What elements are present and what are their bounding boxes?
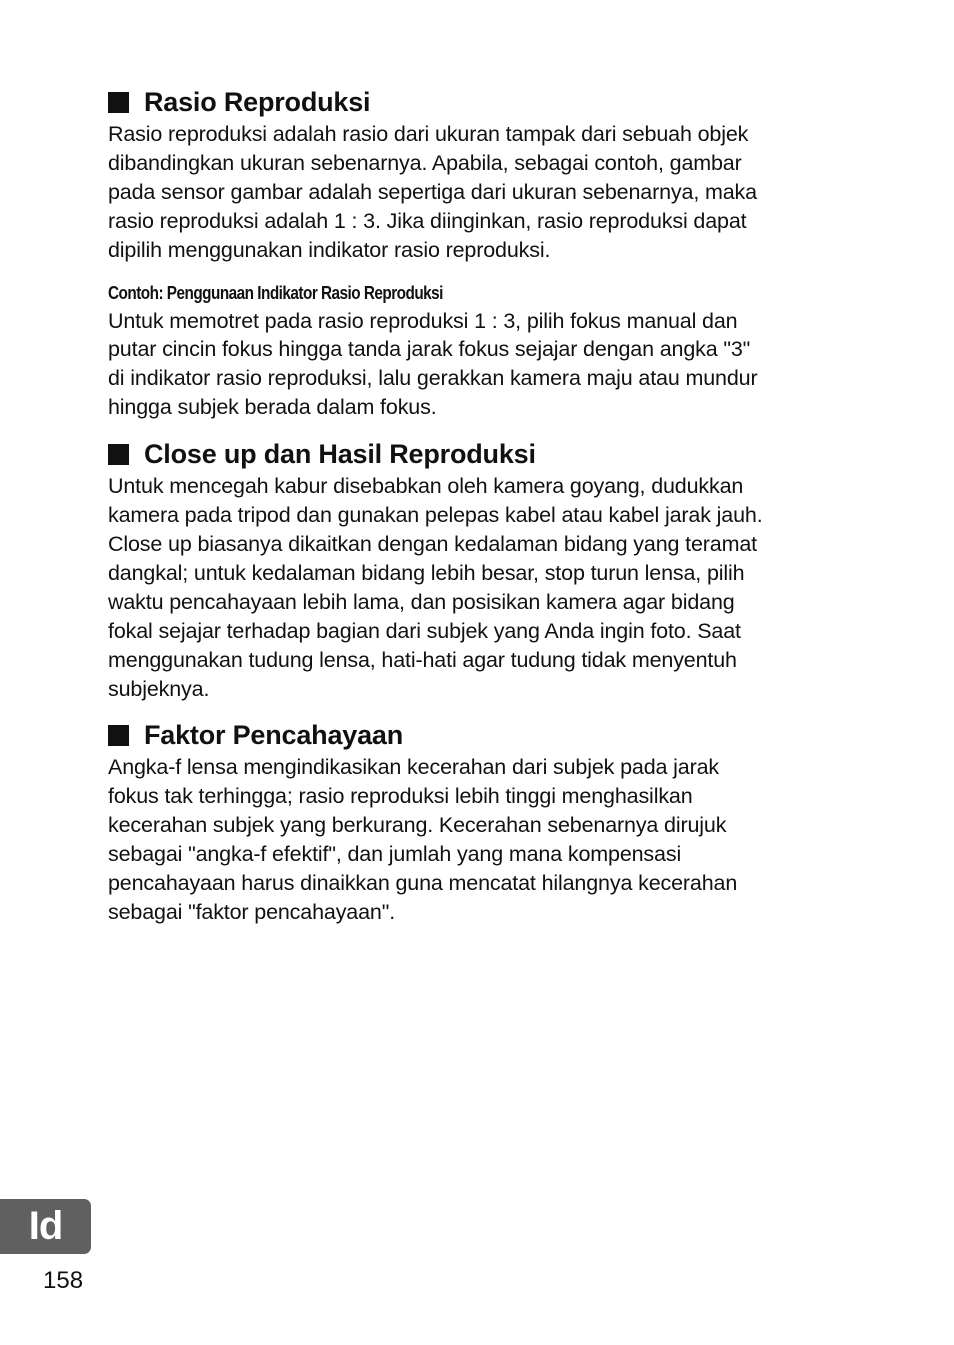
section-body: Angka-f lensa mengindikasikan kecerahan dari subjek pada jarak fokus tak terhingga; rasio reproduksi lebih tinggi menghasilkan kecerahan subjek yang berkurang. Kecerahan sebenarnya dirujuk sebagai "angka-f efektif", dan jumlah yang mana kompensasi pencahayaan harus dinaikkan guna mencatat hilangnya kecerahan sebagai "faktor pencahayaan". xyxy=(108,755,738,924)
page-content xyxy=(108,84,853,927)
square-bullet-icon xyxy=(108,444,129,465)
section-body: Untuk mencegah kabur disebabkan oleh kamera goyang, dudukkan kamera pada tripod dan gunakan pelepas kabel atau kabel jarak jauh. Close up biasanya dikaitkan dengan kedalaman bidang yang teramat dangkal; untuk kedalaman bidang lebih besar, stop turun lensa, pilih waktu pencahayaan lebih lama, dan posisikan kamera agar bidang fokal sejajar terhadap bagian dari subjek yang Anda ingin foto. Saat menggunakan tudung lensa, hati-hati agar tudung tidak menyentuh subjeknya. xyxy=(108,474,763,701)
section-heading-text: Faktor Pencahayaan xyxy=(144,720,404,751)
section-heading xyxy=(108,436,853,472)
section-heading-text: Rasio Reproduksi xyxy=(144,87,371,117)
square-bullet-icon xyxy=(108,92,129,113)
section-close-up xyxy=(108,436,853,703)
section-faktor-pencahayaan xyxy=(108,717,853,926)
section-heading-text: Close up dan Hasil Reproduksi xyxy=(144,439,536,470)
section-rasio-reproduksi xyxy=(108,84,853,422)
square-bullet-icon xyxy=(108,725,129,746)
page-number: 158 xyxy=(43,1267,84,1294)
section-body: Rasio reproduksi adalah rasio dari ukuran tampak dari sebuah objek dibandingkan ukuran sebenarnya. Apabila, sebagai contoh, gambar pada sensor gambar adalah sepertiga dari ukuran sebenarnya, maka rasio reproduksi adalah 1 : 3. Jika diinginkan, rasio reproduksi dapat dipilih menggunakan indikator rasio reproduksi. xyxy=(108,122,757,262)
language-tab: Id xyxy=(0,1199,91,1254)
section-heading xyxy=(108,84,853,120)
section-heading xyxy=(108,717,853,753)
example-body: Untuk memotret pada rasio reproduksi 1 : 3, pilih fokus manual dan putar cincin fokus hingga tanda jarak fokus sejajar dengan angka "3" di indikator rasio reproduksi, lalu gerakkan kamera maju atau mundur hingga subjek berada dalam fokus. xyxy=(108,308,758,420)
example-heading: Contoh: Penggunaan Indikator Rasio Reproduksi xyxy=(108,282,443,303)
